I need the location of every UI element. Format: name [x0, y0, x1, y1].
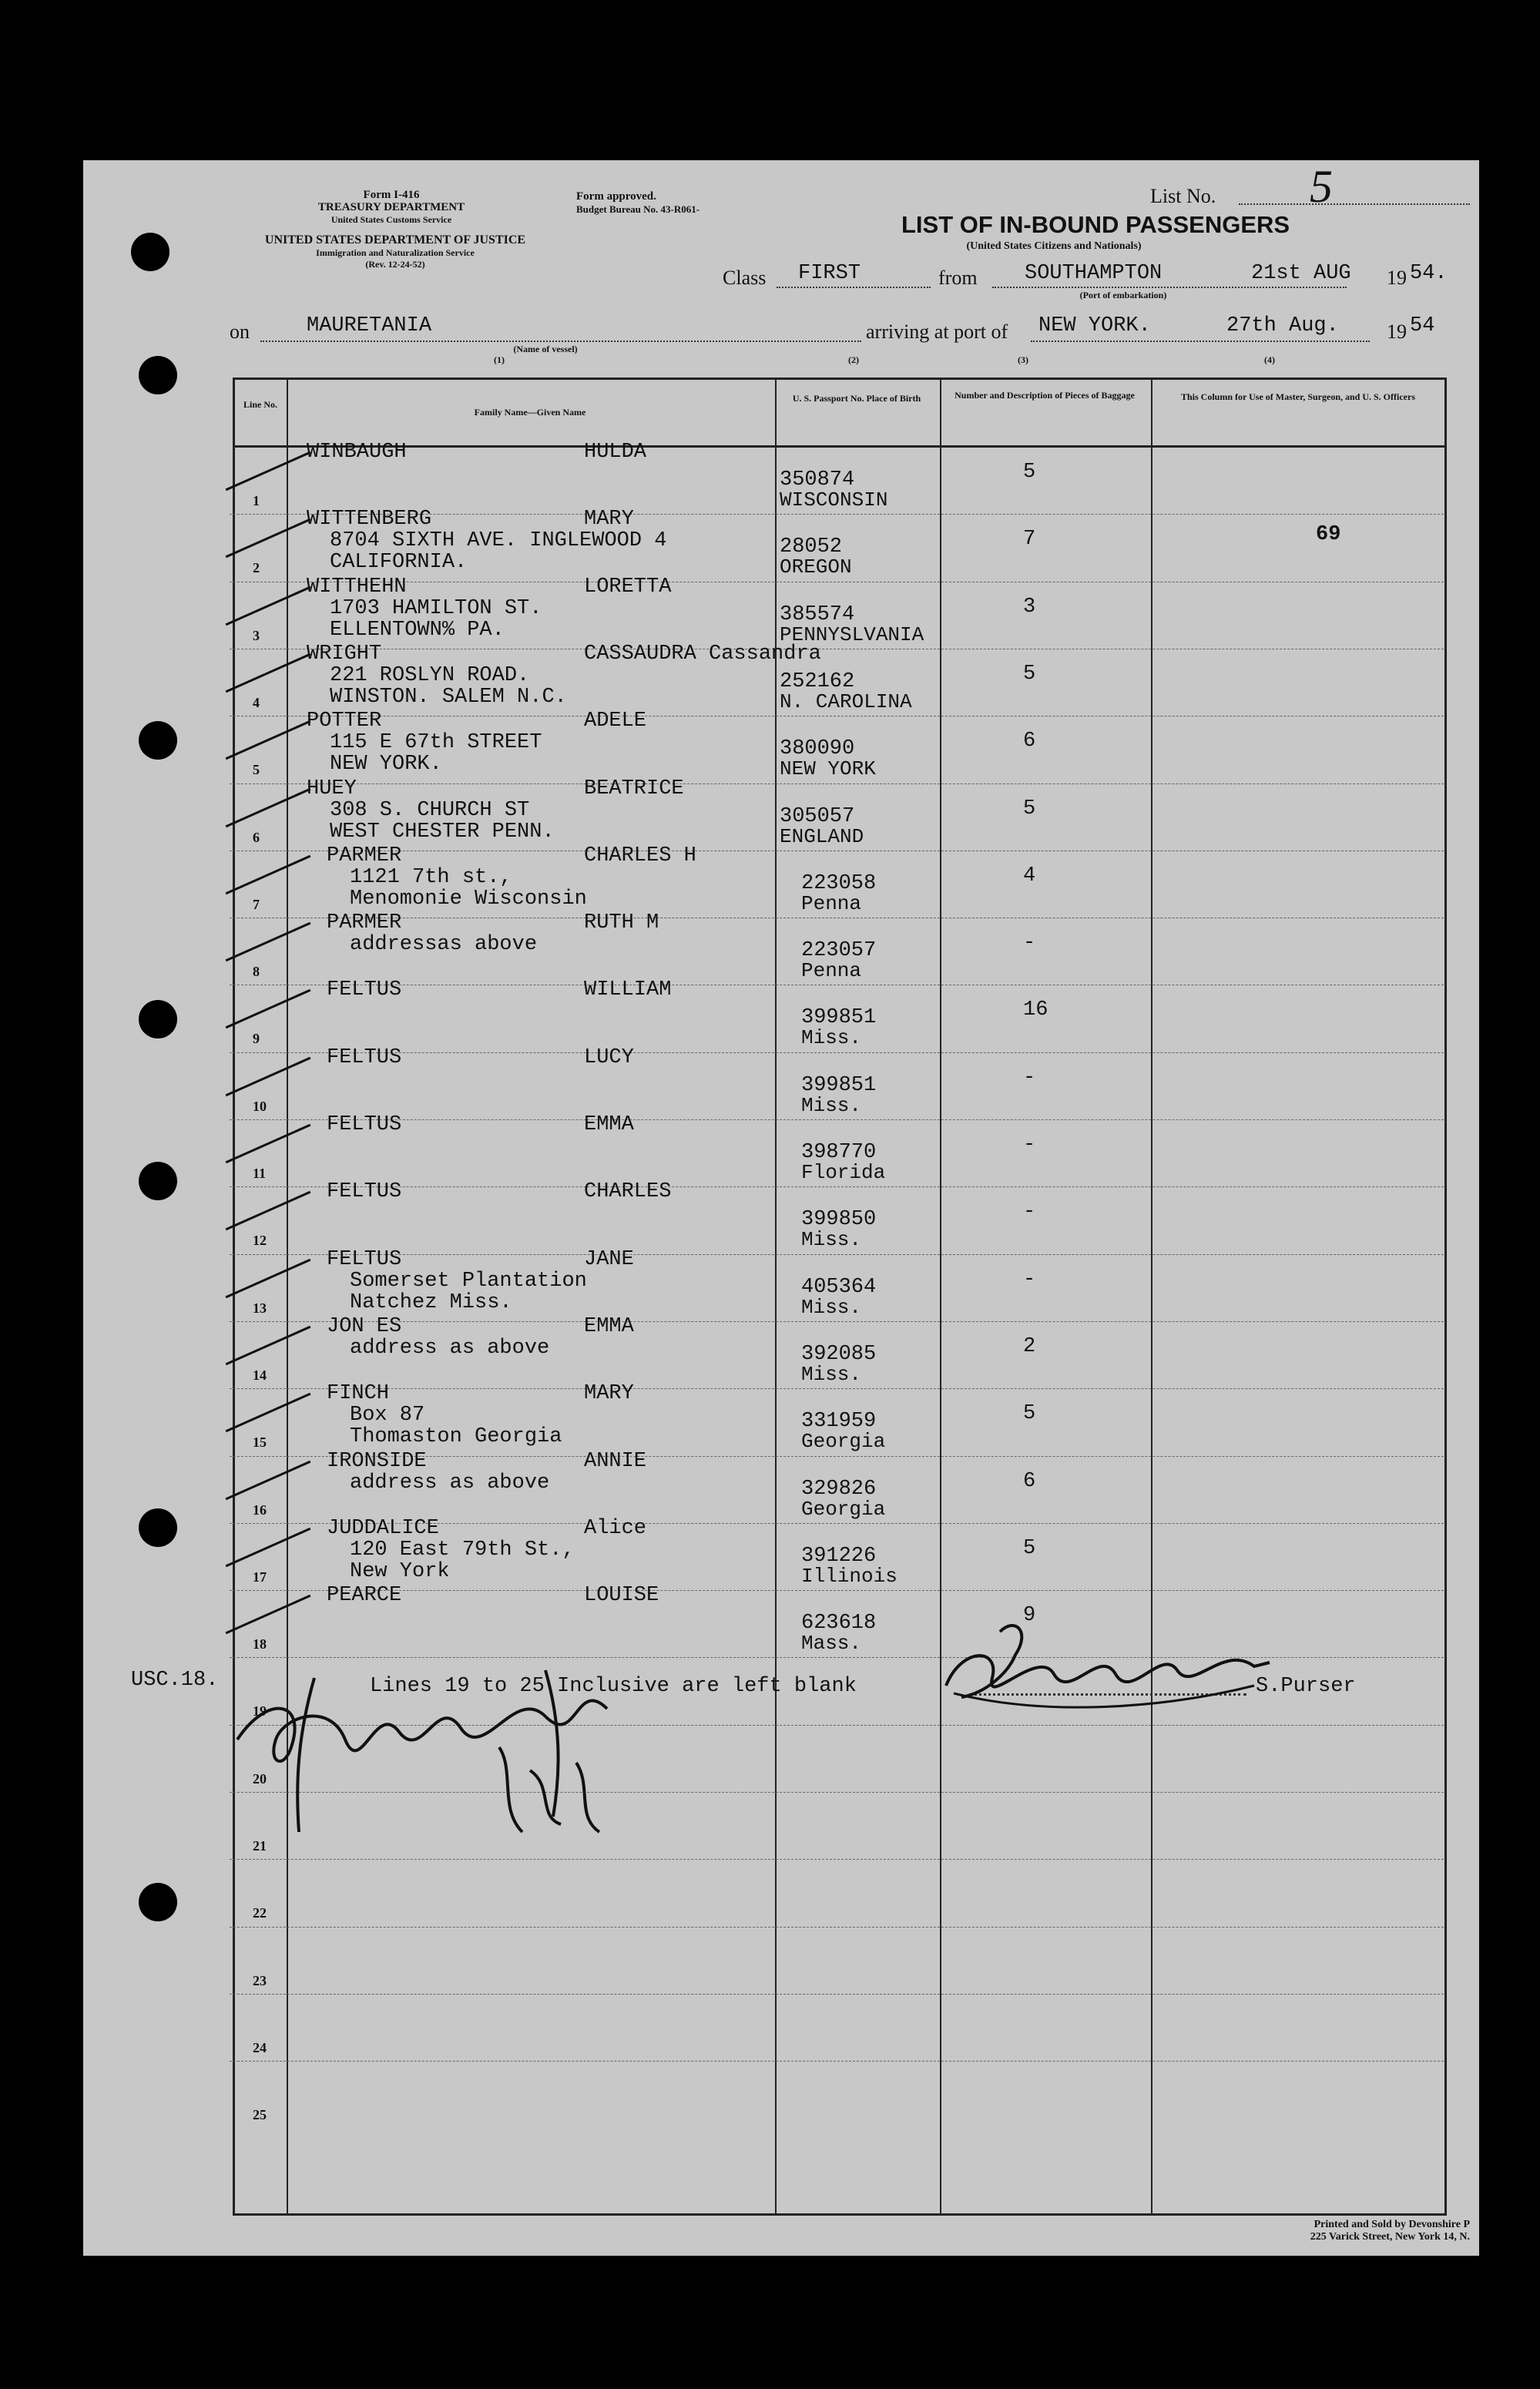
address-line-2: NEW YORK.: [330, 753, 442, 776]
family-name: FELTUS: [327, 1113, 402, 1136]
rev-label: (Rev. 12-24-52): [365, 259, 425, 270]
place-of-birth: Miss.: [801, 1094, 862, 1117]
family-name: WITTHEHN: [307, 575, 407, 599]
row-divider: [230, 1186, 1444, 1187]
passport-number: 329826: [801, 1478, 877, 1501]
arriving-label: arriving at port of: [866, 320, 1008, 343]
address-line-2: CALIFORNIA.: [330, 551, 468, 574]
vessel-name: MAURETANIA: [307, 314, 432, 337]
passport-number: 350874: [780, 468, 855, 492]
printer-footer-1: Printed and Sold by Devonshire P: [1314, 2219, 1470, 2230]
address-line-2: WINSTON. SALEM N.C.: [330, 686, 567, 709]
given-name: CASSAUDRA Cassandra: [584, 643, 821, 666]
family-name: HUEY: [307, 777, 357, 800]
baggage-count: 5: [1023, 1537, 1036, 1560]
passport-number: 380090: [780, 737, 855, 760]
vessel-col-num: (1): [494, 354, 505, 365]
class-label: Class: [723, 267, 767, 289]
given-name: EMMA: [584, 1315, 634, 1338]
line-number: 15: [253, 1434, 267, 1450]
line-number: 12: [253, 1233, 267, 1248]
passport-number: 405364: [801, 1276, 877, 1299]
line-number: 23: [253, 1973, 267, 1988]
line-number: 17: [253, 1569, 267, 1585]
baggage-count: 6: [1023, 730, 1036, 753]
place-of-birth: N. CAROLINA: [780, 690, 912, 713]
line-number: 20: [253, 1771, 267, 1787]
baggage-count: -: [1023, 1268, 1036, 1291]
passport-number: 331959: [801, 1410, 877, 1433]
place-of-birth: Georgia: [801, 1430, 886, 1453]
treasury-label: TREASURY DEPARTMENT: [317, 201, 465, 213]
passport-number: 28052: [780, 535, 843, 559]
place-of-birth: NEW YORK: [780, 757, 876, 780]
passport-number: 392085: [801, 1343, 877, 1366]
family-name: JUDDALICE: [327, 1517, 439, 1540]
baggage-count: 9: [1023, 1604, 1036, 1627]
purser-signature: [931, 1601, 1285, 1716]
purser-label: S.Purser: [1256, 1675, 1356, 1698]
approved-label: Form approved.: [576, 190, 656, 203]
given-name: CHARLES: [584, 1180, 672, 1203]
address-line-2: Menomonie Wisconsin: [350, 887, 587, 911]
punch-hole: [139, 1508, 177, 1547]
line-number: 6: [253, 830, 260, 845]
on-label: on: [230, 320, 250, 343]
doj-label: UNITED STATES DEPARTMENT OF JUSTICE: [264, 233, 526, 247]
passport-number: 391226: [801, 1545, 877, 1568]
passport-number: 623618: [801, 1612, 877, 1635]
baggage-count: 4: [1023, 864, 1036, 887]
line-number: 21: [253, 1838, 267, 1854]
list-no-value: 5: [1310, 161, 1333, 212]
port-embark-caption: (Port of embarkation): [1079, 290, 1167, 300]
baggage-count: 3: [1023, 596, 1036, 619]
punch-hole: [139, 1000, 177, 1038]
punch-hole: [139, 721, 177, 760]
punch-hole: [139, 1162, 177, 1200]
given-name: Alice: [584, 1517, 647, 1540]
row-divider: [230, 1388, 1444, 1389]
header-divider: [233, 445, 1447, 448]
manifest-page: [83, 160, 1479, 2256]
address-line-2: Thomaston Georgia: [350, 1425, 562, 1448]
given-name: JANE: [584, 1248, 634, 1271]
place-of-birth: Penna: [801, 892, 862, 915]
row-divider: [230, 1119, 1444, 1120]
given-name: HULDA: [584, 441, 647, 464]
passport-number: 305057: [780, 805, 855, 828]
line-number: 4: [253, 695, 260, 710]
passport-number: 223057: [801, 939, 877, 962]
address-line-1: Somerset Plantation: [350, 1270, 587, 1293]
officer-note: 69: [1316, 523, 1341, 546]
row-divider: [230, 783, 1444, 784]
row-divider: [230, 1254, 1444, 1255]
blank-lines-note: Lines 19 to 25 Inclusive are left blank: [370, 1675, 857, 1698]
given-name: LORETTA: [584, 575, 672, 599]
form-number: Form I-416: [363, 189, 420, 201]
ins-label: Immigration and Naturalization Service: [316, 247, 475, 258]
line-number: 16: [253, 1502, 267, 1518]
line-number: 2: [253, 560, 260, 575]
place-of-birth: Florida: [801, 1161, 886, 1184]
line-number: 14: [253, 1367, 267, 1383]
line-number: 13: [253, 1300, 267, 1316]
address-line-1: 8704 SIXTH AVE. INGLEWOOD 4: [330, 529, 667, 552]
place-of-birth: Miss.: [801, 1296, 862, 1319]
given-name: CHARLES H: [584, 844, 696, 867]
line-number: 19: [253, 1703, 267, 1719]
passport-number: 398770: [801, 1141, 877, 1164]
address-line-1: 1703 HAMILTON ST.: [330, 597, 542, 620]
baggage-count: -: [1023, 931, 1036, 955]
given-name: LOUISE: [584, 1584, 659, 1607]
family-name: FELTUS: [327, 1046, 402, 1069]
address-line-1: 120 East 79th St.,: [350, 1538, 575, 1562]
punch-hole: [139, 1883, 177, 1921]
given-name: ANNIE: [584, 1450, 647, 1473]
arrival-year-prefix: 19: [1387, 320, 1407, 343]
vessel-line: [260, 341, 861, 342]
baggage-count: 5: [1023, 663, 1036, 686]
place-of-birth: Illinois: [801, 1565, 897, 1588]
passport-number: 252162: [780, 670, 855, 693]
line-number: 18: [253, 1636, 267, 1652]
embark-date: 21st AUG: [1251, 262, 1351, 285]
place-of-birth: Miss.: [801, 1026, 862, 1049]
header-officers: This Column for Use of Master, Surgeon, and U. S. Officers: [1180, 391, 1415, 402]
header-line-no: Line No.: [243, 399, 277, 410]
line-number: 8: [253, 964, 260, 979]
col-num-2: (2): [848, 354, 859, 365]
col-divider-baggage: [1151, 377, 1152, 2216]
arrival-year: 54: [1410, 314, 1435, 337]
address-line-1: 1121 7th st.,: [350, 866, 512, 889]
family-name: POTTER: [307, 710, 382, 733]
embark-year: 54.: [1410, 262, 1448, 285]
col-divider-passport: [940, 377, 941, 2216]
class-line: [777, 287, 931, 288]
row-divider: [230, 1927, 1444, 1928]
given-name: RUTH M: [584, 911, 659, 934]
family-name: WINBAUGH: [307, 441, 407, 464]
budget-label: Budget Bureau No. 43-R061-: [576, 203, 700, 215]
arrival-line: [1031, 341, 1370, 342]
given-name: BEATRICE: [584, 777, 684, 800]
line-number: 5: [253, 762, 260, 777]
address-line-1: 308 S. CHURCH ST: [330, 799, 530, 822]
line-number: 1: [253, 493, 260, 508]
arrival-date: 27th Aug.: [1226, 314, 1339, 337]
given-name: LUCY: [584, 1046, 634, 1069]
family-name: FELTUS: [327, 1248, 402, 1271]
given-name: MARY: [584, 1382, 634, 1405]
line-number: 24: [253, 2040, 267, 2055]
passport-number: 399851: [801, 1006, 877, 1029]
passport-number: 223058: [801, 872, 877, 895]
address-line-2: WEST CHESTER PENN.: [330, 820, 555, 844]
class-value: FIRST: [798, 262, 861, 285]
passport-number: 399850: [801, 1208, 877, 1231]
place-of-birth: WISCONSIN: [780, 488, 888, 512]
family-name: JON ES: [327, 1315, 402, 1338]
address-line-1: address as above: [350, 1471, 550, 1495]
address-line-1: address as above: [350, 1337, 550, 1360]
row-divider: [230, 1590, 1444, 1591]
given-name: WILLIAM: [584, 978, 672, 1002]
from-label: from: [938, 267, 978, 289]
row-divider: [230, 1052, 1444, 1053]
arrival-port: NEW YORK.: [1038, 314, 1151, 337]
baggage-count: 7: [1023, 528, 1036, 551]
line-number: 9: [253, 1031, 260, 1046]
address-line-1: 221 ROSLYN ROAD.: [330, 664, 530, 687]
header-baggage: Number and Description of Pieces of Baggage: [955, 390, 1135, 401]
baggage-count: 2: [1023, 1335, 1036, 1358]
customs-label: United States Customs Service: [330, 214, 452, 225]
address-line-2: New York: [350, 1560, 450, 1583]
address-line-1: 115 E 67th STREET: [330, 731, 542, 754]
given-name: EMMA: [584, 1113, 634, 1136]
page-subtitle: (United States Citizens and Nationals): [966, 240, 1142, 252]
baggage-count: -: [1023, 1133, 1036, 1156]
family-name: IRONSIDE: [327, 1450, 427, 1473]
from-line: [992, 287, 1347, 288]
address-line-1: Box 87: [350, 1404, 425, 1427]
family-name: FINCH: [327, 1382, 390, 1405]
header-name: Family Name—Given Name: [474, 407, 586, 418]
address-line-2: ELLENTOWN% PA.: [330, 619, 505, 642]
vessel-caption: (Name of vessel): [513, 344, 578, 354]
place-of-birth: Miss.: [801, 1363, 862, 1386]
place-of-birth: Mass.: [801, 1632, 862, 1655]
given-name: ADELE: [584, 710, 647, 733]
place-of-birth: OREGON: [780, 555, 852, 579]
usc-label: USC.18.: [131, 1669, 219, 1692]
given-name: MARY: [584, 508, 634, 531]
col-divider-line: [287, 377, 288, 2216]
passport-number: 385574: [780, 603, 855, 626]
list-no-line: [1239, 203, 1470, 205]
place-of-birth: Miss.: [801, 1228, 862, 1251]
family-name: PEARCE: [327, 1584, 402, 1607]
place-of-birth: ENGLAND: [780, 825, 864, 848]
col-num-4: (4): [1264, 354, 1275, 365]
baggage-count: 5: [1023, 1402, 1036, 1425]
embark-year-prefix: 19: [1387, 267, 1407, 289]
passport-number: 399851: [801, 1074, 877, 1097]
baggage-count: -: [1023, 1200, 1036, 1223]
family-name: WRIGHT: [307, 643, 382, 666]
line-number: 25: [253, 2107, 267, 2122]
line-number: 3: [253, 628, 260, 643]
address-line-1: addressas above: [350, 933, 538, 956]
list-no-label: List No.: [1150, 185, 1216, 207]
punch-hole: [131, 233, 169, 271]
family-name: PARMER: [327, 911, 402, 934]
place-of-birth: Penna: [801, 959, 862, 982]
baggage-count: -: [1023, 1066, 1036, 1089]
from-value: SOUTHAMPTON: [1025, 262, 1163, 285]
family-name: FELTUS: [327, 1180, 402, 1203]
baggage-count: 5: [1023, 797, 1036, 820]
punch-hole: [139, 356, 177, 394]
line-number: 11: [253, 1166, 267, 1181]
col-num-3: (3): [1018, 354, 1028, 365]
header-passport: U. S. Passport No. Place of Birth: [792, 393, 921, 404]
line-number: 7: [253, 897, 260, 912]
address-line-2: Natchez Miss.: [350, 1291, 512, 1314]
place-of-birth: PENNYSLVANIA: [780, 623, 924, 646]
family-name: WITTENBERG: [307, 508, 432, 531]
row-divider: [230, 1321, 1444, 1322]
line-number: 22: [253, 1905, 267, 1921]
row-divider: [230, 1994, 1444, 1995]
baggage-count: 16: [1023, 998, 1048, 1022]
baggage-count: 6: [1023, 1470, 1036, 1493]
row-divider: [230, 2061, 1444, 2062]
family-name: FELTUS: [327, 978, 402, 1002]
place-of-birth: Georgia: [801, 1498, 886, 1521]
family-name: PARMER: [327, 844, 402, 867]
line-number: 10: [253, 1099, 267, 1114]
page-title: LIST OF IN-BOUND PASSENGERS: [901, 211, 1290, 238]
row-divider: [230, 1859, 1444, 1860]
printer-footer-2: 225 Varick Street, New York 14, N.: [1310, 2231, 1470, 2243]
baggage-count: 5: [1023, 461, 1036, 484]
officer-signature: [222, 1655, 715, 1855]
